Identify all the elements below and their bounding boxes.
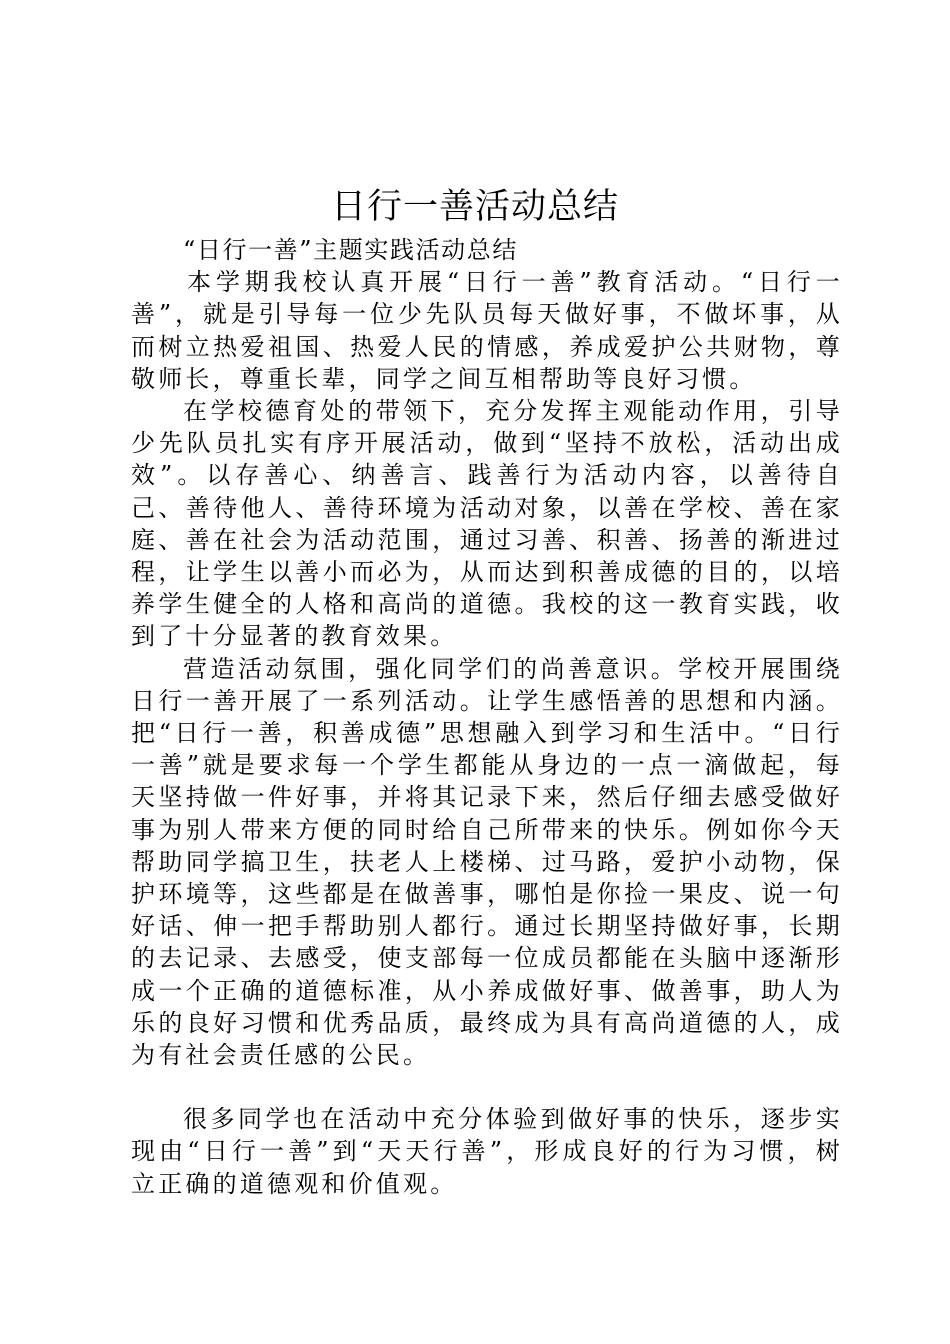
document-subtitle: “日行一善”主题实践活动总结 (183, 236, 518, 264)
document-title: 日行一善活动总结 (330, 187, 619, 227)
paragraph-1: 本学期我校认真开展“日行一善”教育活动。“日行一善”，就是引导每一位少先队员每天做好事，不做坏事，从而树立热爱祖国、热爱人民的情感，养成爱护公共财物，尊敬师长，尊重长辈，同学之间互相帮助等良好习惯。 (131, 268, 843, 393)
paragraph-4: 很多同学也在活动中充分体验到做好事的快乐，逐步实现由“日行一善”到“天天行善”，形成良好的行为习惯，树立正确的道德观和价值观。 (131, 1105, 843, 1198)
document-body (131, 234, 843, 1200)
paragraph-3: 营造活动氛围，强化同学们的尚善意识。学校开展围绕日行一善开展了一系列活动。让学生感悟善的思想和内涵。把“日行一善，积善成德”思想融入到学习和生活中。“日行一善”就是要求每一个学生都能从身边的一点一滴做起，每天坚持做一件好事，并将其记录下来，然后仔细去感受做好事为别人带来方便的同时给自己所带来的快乐。例如你今天帮助同学搞卫生，扶老人上楼梯、过马路，爱护小动物，保护环境等，这些都是在做善事，哪怕是你捡一果皮、说一句好话、伸一把手帮助别人都行。通过长期坚持做好事，长期的去记录、去感受，使支部每一位成员都能在头脑中逐渐形成一个正确的道德标准，从小养成做好事、做善事，助人为乐的良好习惯和优秀品质，最终成为具有高尚道德的人，成为有社会责任感的公民。 (131, 654, 843, 1070)
paragraph-2: 在学校德育处的带领下，充分发挥主观能动作用，引导少先队员扎实有序开展活动，做到“坚持不放松，活动出成效”。以存善心、纳善言、践善行为活动内容，以善待自己、善待他人、善待环境为活动对象，以善在学校、善在家庭、善在社会为活动范围，通过习善、积善、扬善的渐进过程，让学生以善小而必为，从而达到积善成德的目的，以培养学生健全的人格和高尚的道德。我校的这一教育实践，收到了十分显著的教育效果。 (131, 397, 843, 651)
